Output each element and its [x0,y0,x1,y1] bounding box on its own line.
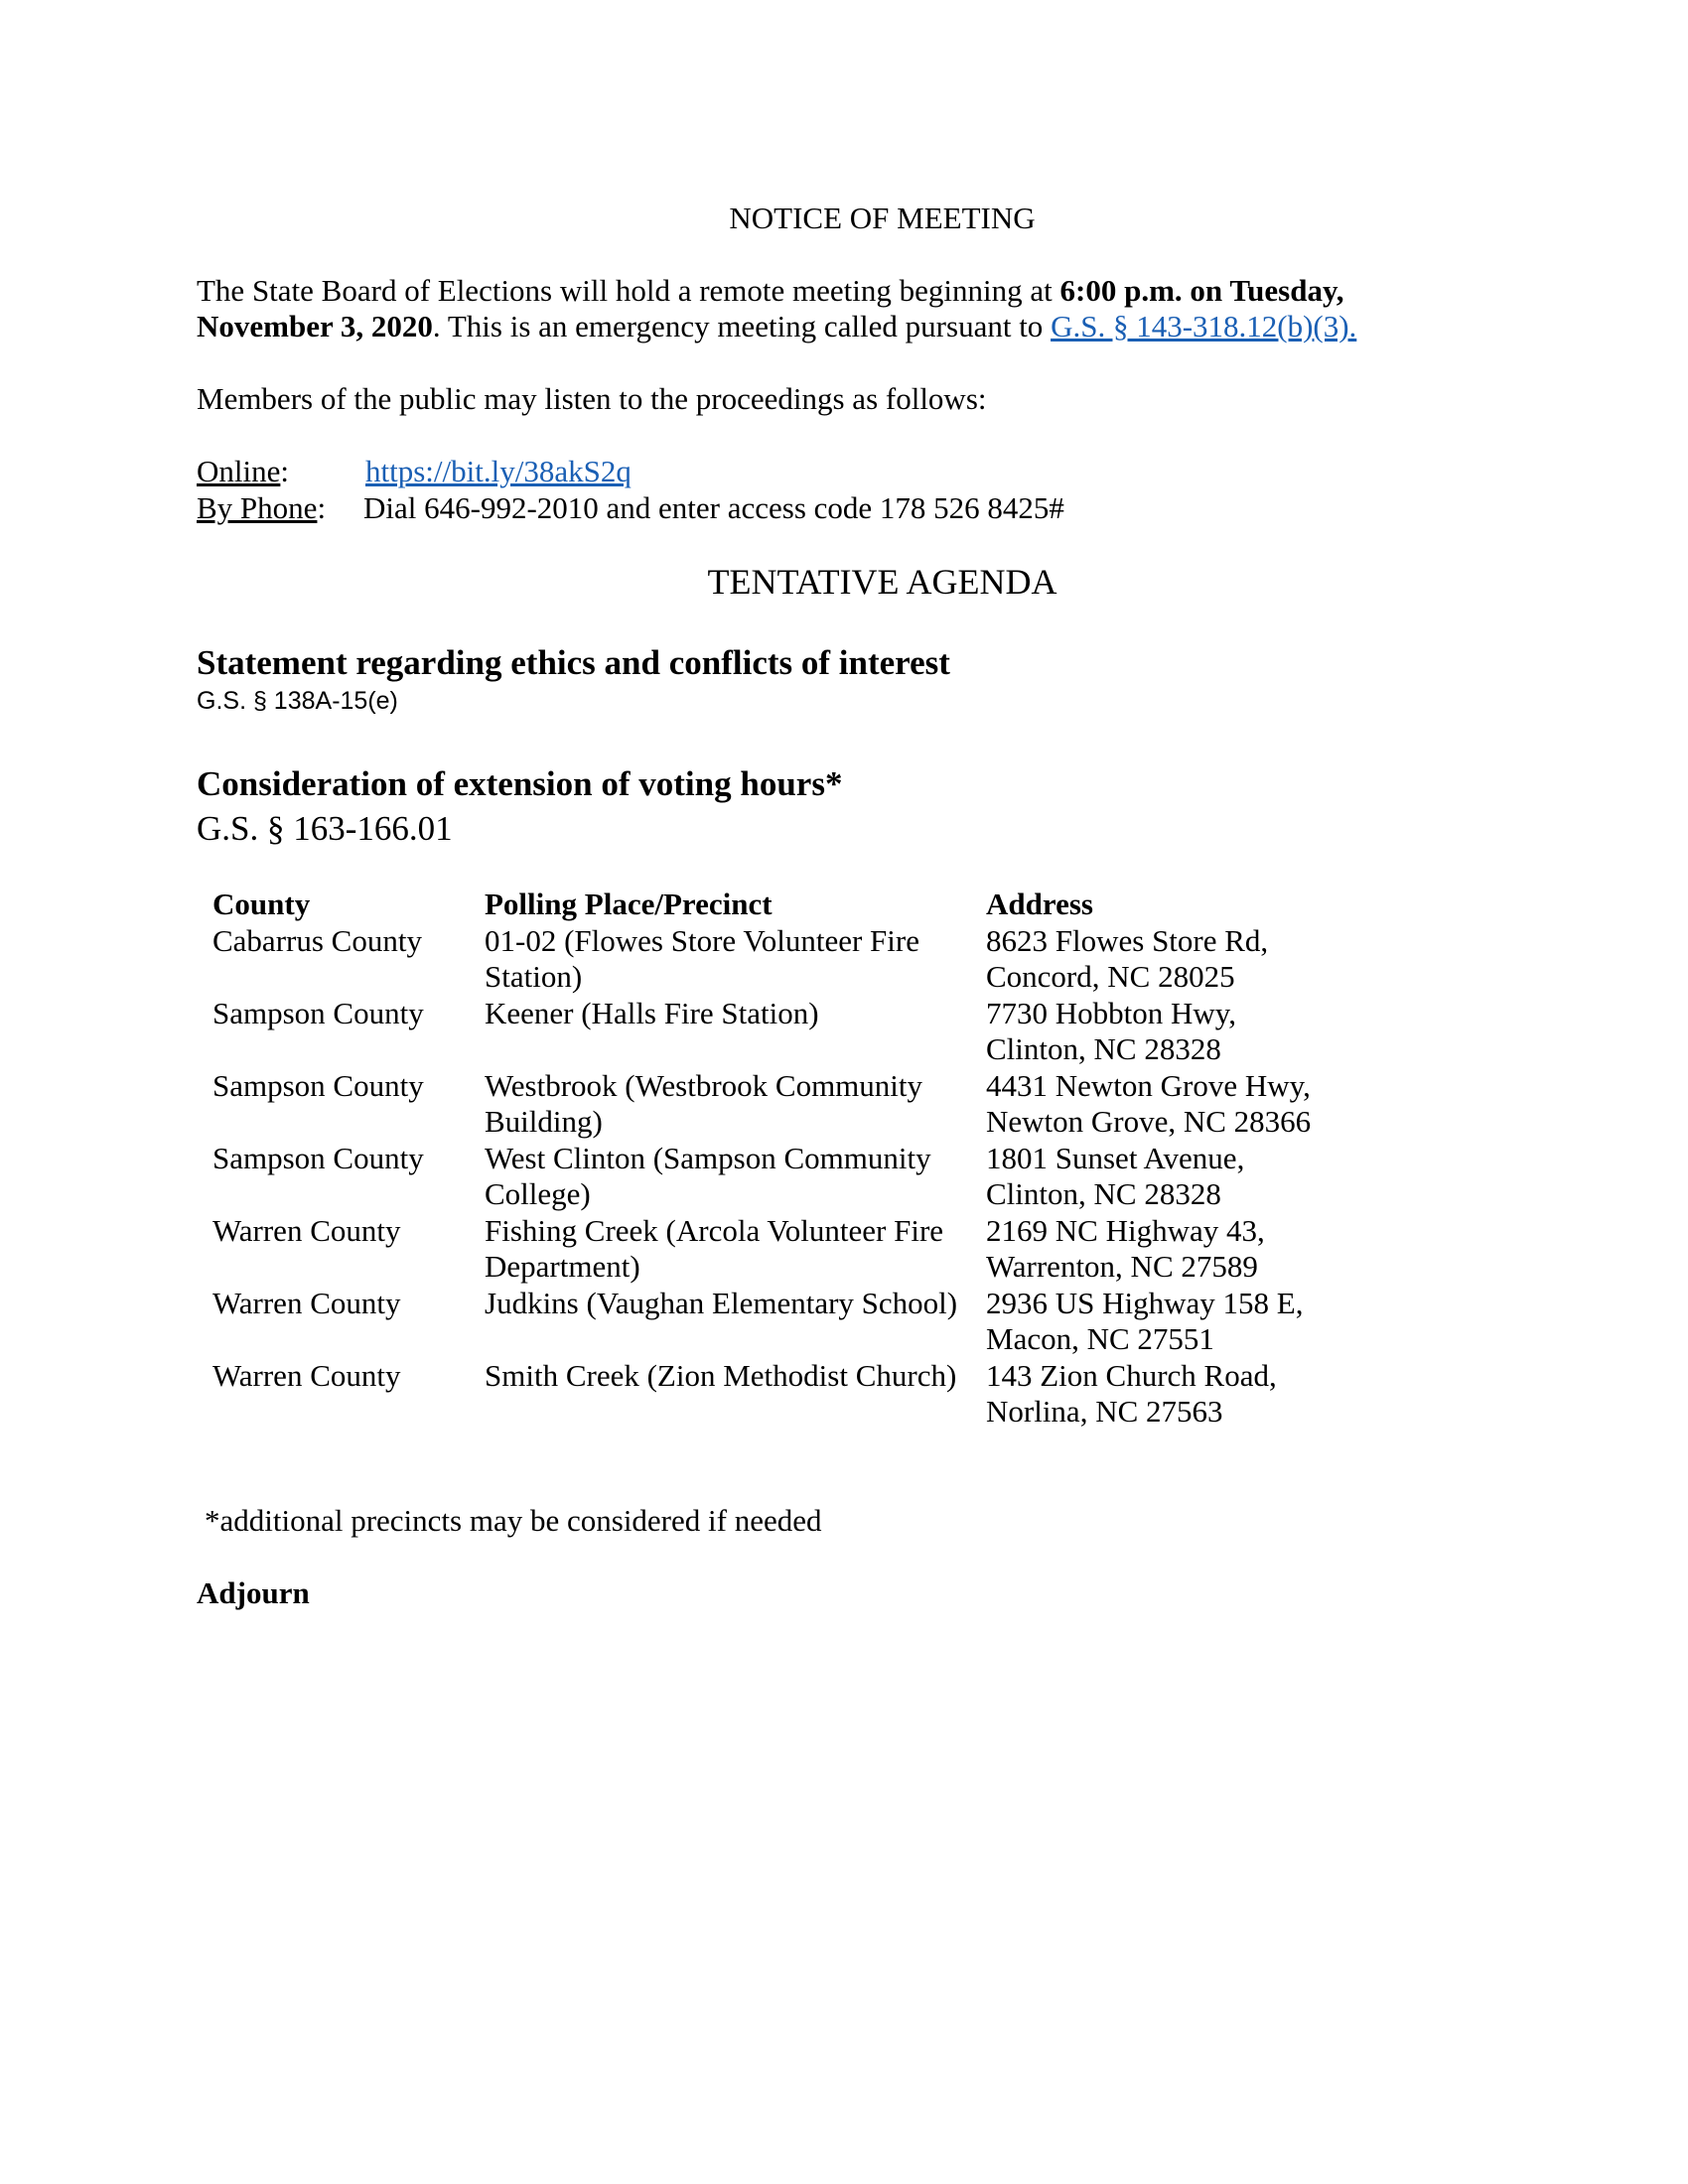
column-header-address: Address [986,887,1093,921]
polling-place-cell: Smith Creek (Zion Methodist Church) [485,1357,957,1393]
polling-place-cell: Keener (Halls Fire Station) [485,995,819,1030]
phone-instructions: Dial 646-992-2010 and enter access code 178 526 8425# [363,490,1064,525]
public-listen-text: Members of the public may listen to the proceedings as follows: [197,381,987,416]
agenda-item-ethics-heading: Statement regarding ethics and conflicts of interest [197,643,950,682]
phone-colon: : [317,490,327,525]
polling-place-cell: 01-02 (Flowes Store Volunteer Fire Station) [485,922,919,994]
column-header-county: County [212,887,311,921]
address-cell: 4431 Newton Grove Hwy, Newton Grove, NC 28366 [986,1067,1312,1139]
column-header-polling-place: Polling Place/Precinct [485,887,773,921]
address-cell: 2169 NC Highway 43, Warrenton, NC 27589 [986,1212,1265,1284]
agenda-item-voting-hours-citation: G.S. § 163-166.01 [197,809,453,848]
table-row [199,1286,1343,1358]
online-url-link[interactable]: https://bit.ly/38akS2q [365,454,632,488]
table-row [199,923,1343,996]
online-label: Online [197,454,281,488]
county-cell: Warren County [212,1285,401,1320]
statute-link[interactable]: G.S. § 143-318.12(b)(3). [1051,309,1357,343]
county-cell: Warren County [212,1212,401,1248]
phone-row [197,490,326,526]
polling-place-cell: West Clinton (Sampson Community College) [485,1140,931,1211]
intro-line-1 [197,273,1344,309]
table-row [199,1213,1343,1286]
county-cell: Sampson County [212,1067,424,1103]
county-cell: Sampson County [212,995,424,1030]
intro-text-2: . This is an emergency meeting called pursuant to [432,309,1052,343]
online-url-wrap [365,454,632,489]
county-cell: Sampson County [212,1140,424,1175]
precinct-table [199,887,1343,1431]
address-cell: 8623 Flowes Store Rd, Concord, NC 28025 [986,922,1269,994]
address-cell: 2936 US Highway 158 E, Macon, NC 27551 [986,1285,1304,1356]
intro-line-2 [197,309,1356,344]
meeting-time: 6:00 p.m. on Tuesday, [1059,273,1344,308]
table-row [199,1141,1343,1213]
polling-place-cell: Fishing Creek (Arcola Volunteer Fire Department) [485,1212,944,1284]
adjourn-item: Adjourn [197,1575,310,1610]
table-row [199,996,1343,1068]
agenda-item-ethics-citation: G.S. § 138A-15(e) [197,687,398,715]
meeting-date: November 3, 2020 [197,309,433,343]
address-cell: 7730 Hobbton Hwy, Clinton, NC 28328 [986,995,1237,1066]
online-colon: : [280,454,289,488]
notice-title: NOTICE OF MEETING [729,201,1036,235]
phone-label: By Phone [197,490,318,525]
table-row [199,1358,1343,1431]
intro-text: The State Board of Elections will hold a remote meeting beginning at [197,273,1060,308]
polling-place-cell: Judkins (Vaughan Elementary School) [485,1285,958,1320]
address-cell: 1801 Sunset Avenue, Clinton, NC 28328 [986,1140,1245,1211]
footnote: *additional precincts may be considered if needed [205,1503,822,1538]
online-row [197,454,289,489]
polling-place-cell: Westbrook (Westbrook Community Building) [485,1067,923,1139]
agenda-title: TENTATIVE AGENDA [707,562,1057,602]
table-header-row [199,887,1343,923]
county-cell: Cabarrus County [212,922,422,958]
address-cell: 143 Zion Church Road, Norlina, NC 27563 [986,1357,1277,1429]
table-row [199,1068,1343,1141]
county-cell: Warren County [212,1357,401,1393]
agenda-item-voting-hours-heading: Consideration of extension of voting hours* [197,764,843,803]
